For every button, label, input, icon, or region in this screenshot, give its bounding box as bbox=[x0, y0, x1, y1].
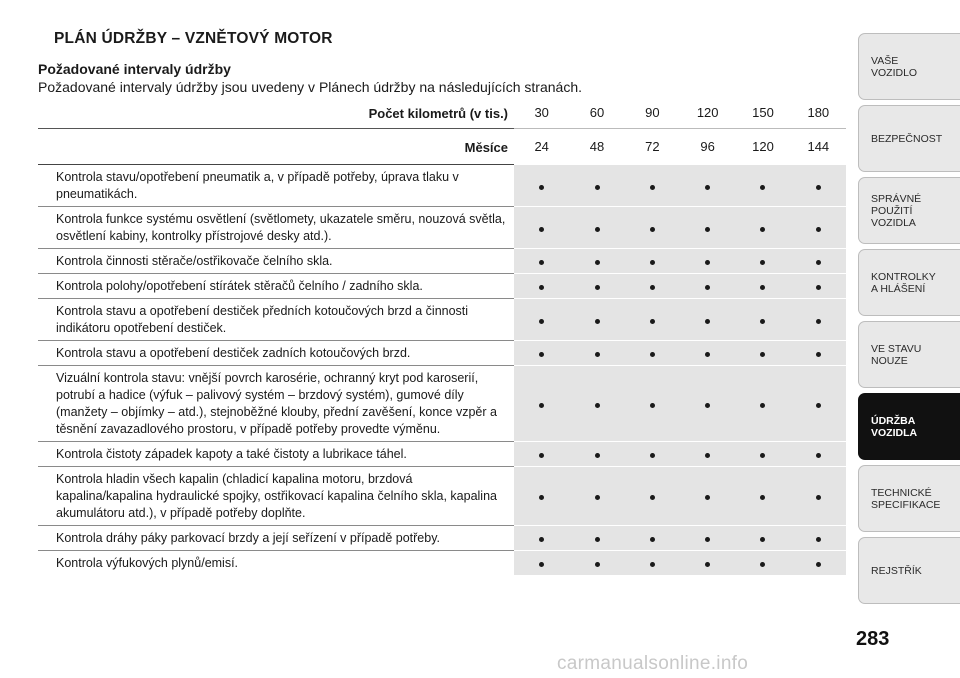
check-dot-icon bbox=[705, 185, 710, 190]
check-dot-icon bbox=[760, 319, 765, 324]
page-content bbox=[38, 30, 846, 575]
chapter-tab[interactable]: REJSTŘÍK bbox=[858, 537, 960, 604]
check-dot-icon bbox=[650, 185, 655, 190]
check-dot-icon bbox=[705, 260, 710, 265]
check-dot-icon bbox=[595, 562, 600, 567]
interval-cell bbox=[569, 207, 624, 249]
months-value: 120 bbox=[735, 129, 790, 165]
interval-cell bbox=[625, 299, 680, 341]
check-dot-icon bbox=[595, 352, 600, 357]
check-dot-icon bbox=[539, 227, 544, 232]
interval-cell bbox=[625, 467, 680, 526]
row-description: Vizuální kontrola stavu: vnější povrch karosérie, ochranný kryt pod karoserií, potrubí a hadice (výfuk – palivový systém – brzdový systém), gumové díly (manžety – objímky – atd.), stejnoběžné klouby, přední zavěšení, konce vzpěr a těsnění zavazadlového prostoru, v případě potřeby provedte výměnu. bbox=[38, 366, 514, 442]
interval-cell bbox=[680, 551, 735, 576]
km-value: 60 bbox=[569, 97, 624, 129]
interval-cell bbox=[569, 526, 624, 551]
check-dot-icon bbox=[595, 227, 600, 232]
check-dot-icon bbox=[539, 453, 544, 458]
check-dot-icon bbox=[650, 403, 655, 408]
check-dot-icon bbox=[539, 260, 544, 265]
km-value: 90 bbox=[625, 97, 680, 129]
interval-cell bbox=[625, 526, 680, 551]
check-dot-icon bbox=[816, 562, 821, 567]
check-dot-icon bbox=[705, 403, 710, 408]
km-value: 120 bbox=[680, 97, 735, 129]
interval-cell bbox=[791, 165, 846, 207]
row-description: Kontrola výfukových plynů/emisí. bbox=[38, 551, 514, 576]
row-description: Kontrola funkce systému osvětlení (světlomety, ukazatele směru, nouzová světla, osvětlení kabiny, kontrolky přístrojové desky atd.). bbox=[38, 207, 514, 249]
check-dot-icon bbox=[650, 495, 655, 500]
page-title: PLÁN ÚDRŽBY – VZNĚTOVÝ MOTOR bbox=[54, 30, 333, 47]
chapter-tab[interactable]: KONTROLKY A HLÁŠENÍ bbox=[858, 249, 960, 316]
interval-cell bbox=[625, 274, 680, 299]
table-row bbox=[38, 526, 846, 551]
check-dot-icon bbox=[595, 319, 600, 324]
check-dot-icon bbox=[705, 285, 710, 290]
check-dot-icon bbox=[760, 185, 765, 190]
check-dot-icon bbox=[816, 285, 821, 290]
row-description: Kontrola činnosti stěrače/ostřikovače čelního skla. bbox=[38, 249, 514, 274]
check-dot-icon bbox=[816, 319, 821, 324]
interval-cell bbox=[625, 249, 680, 274]
check-dot-icon bbox=[816, 227, 821, 232]
interval-cell bbox=[514, 442, 569, 467]
interval-cell bbox=[514, 207, 569, 249]
interval-cell bbox=[514, 341, 569, 366]
check-dot-icon bbox=[595, 285, 600, 290]
check-dot-icon bbox=[816, 185, 821, 190]
table-row bbox=[38, 249, 846, 274]
interval-cell bbox=[735, 274, 790, 299]
interval-cell bbox=[514, 551, 569, 576]
chapter-tab[interactable]: BEZPEČNOST bbox=[858, 105, 960, 172]
row-description: Kontrola stavu a opotřebení destiček předních kotoučových brzd a činnosti indikátoru opotřebení destiček. bbox=[38, 299, 514, 341]
check-dot-icon bbox=[705, 495, 710, 500]
check-dot-icon bbox=[760, 495, 765, 500]
interval-cell bbox=[569, 551, 624, 576]
maintenance-table bbox=[38, 97, 846, 575]
interval-cell bbox=[514, 249, 569, 274]
interval-cell bbox=[735, 526, 790, 551]
chapter-tab[interactable]: ÚDRŽBA VOZIDLA bbox=[858, 393, 960, 460]
interval-cell bbox=[569, 249, 624, 274]
interval-cell bbox=[569, 299, 624, 341]
interval-cell bbox=[791, 299, 846, 341]
check-dot-icon bbox=[705, 227, 710, 232]
interval-cell bbox=[735, 207, 790, 249]
check-dot-icon bbox=[650, 227, 655, 232]
check-dot-icon bbox=[705, 537, 710, 542]
chapter-tabs bbox=[858, 33, 960, 609]
check-dot-icon bbox=[760, 352, 765, 357]
interval-cell bbox=[735, 467, 790, 526]
interval-cell bbox=[791, 341, 846, 366]
check-dot-icon bbox=[816, 537, 821, 542]
interval-cell bbox=[791, 526, 846, 551]
interval-cell bbox=[735, 249, 790, 274]
chapter-tab[interactable]: VE STAVU NOUZE bbox=[858, 321, 960, 388]
interval-cell bbox=[735, 165, 790, 207]
interval-cell bbox=[514, 165, 569, 207]
check-dot-icon bbox=[539, 319, 544, 324]
interval-cell bbox=[680, 442, 735, 467]
check-dot-icon bbox=[816, 495, 821, 500]
interval-cell bbox=[735, 366, 790, 442]
table-row bbox=[38, 274, 846, 299]
row-description: Kontrola stavu/opotřebení pneumatik a, v případě potřeby, úprava tlaku v pneumatikách. bbox=[38, 165, 514, 207]
table-row bbox=[38, 467, 846, 526]
check-dot-icon bbox=[816, 260, 821, 265]
check-dot-icon bbox=[650, 285, 655, 290]
interval-cell bbox=[791, 249, 846, 274]
months-value: 144 bbox=[791, 129, 846, 165]
interval-cell bbox=[569, 165, 624, 207]
km-value: 150 bbox=[735, 97, 790, 129]
interval-cell bbox=[514, 526, 569, 551]
row-description: Kontrola polohy/opotřebení stírátek stěračů čelního / zadního skla. bbox=[38, 274, 514, 299]
check-dot-icon bbox=[595, 260, 600, 265]
check-dot-icon bbox=[760, 285, 765, 290]
interval-cell bbox=[625, 207, 680, 249]
interval-cell bbox=[680, 165, 735, 207]
table-row bbox=[38, 207, 846, 249]
check-dot-icon bbox=[760, 403, 765, 408]
row-description: Kontrola hladin všech kapalin (chladicí kapalina motoru, brzdová kapalina/kapalina hydraulické spojky, ostřikovací kapalina čelního skla, kapalina akumulátoru atd.), v případě potřeby doplňte. bbox=[38, 467, 514, 526]
watermark: carmanualsonline.info bbox=[557, 653, 749, 674]
check-dot-icon bbox=[705, 562, 710, 567]
interval-cell bbox=[514, 366, 569, 442]
table-row bbox=[38, 341, 846, 366]
interval-cell bbox=[514, 467, 569, 526]
check-dot-icon bbox=[539, 562, 544, 567]
interval-cell bbox=[569, 442, 624, 467]
check-dot-icon bbox=[816, 352, 821, 357]
km-value: 30 bbox=[514, 97, 569, 129]
check-dot-icon bbox=[539, 495, 544, 500]
check-dot-icon bbox=[539, 403, 544, 408]
check-dot-icon bbox=[595, 495, 600, 500]
interval-cell bbox=[680, 366, 735, 442]
interval-cell bbox=[680, 341, 735, 366]
table-row bbox=[38, 366, 846, 442]
table-row bbox=[38, 299, 846, 341]
interval-cell bbox=[791, 366, 846, 442]
chapter-tab[interactable]: TECHNICKÉ SPECIFIKACE bbox=[858, 465, 960, 532]
interval-cell bbox=[625, 341, 680, 366]
interval-cell bbox=[625, 551, 680, 576]
check-dot-icon bbox=[650, 352, 655, 357]
check-dot-icon bbox=[760, 562, 765, 567]
months-header-label: Měsíce bbox=[38, 129, 514, 165]
interval-cell bbox=[791, 467, 846, 526]
interval-cell bbox=[680, 299, 735, 341]
km-value: 180 bbox=[791, 97, 846, 129]
months-value: 72 bbox=[625, 129, 680, 165]
chapter-tab[interactable]: SPRÁVNÉ POUŽITÍ VOZIDLA bbox=[858, 177, 960, 244]
check-dot-icon bbox=[816, 403, 821, 408]
interval-cell bbox=[735, 442, 790, 467]
interval-cell bbox=[680, 207, 735, 249]
interval-cell bbox=[680, 249, 735, 274]
intro-text: Požadované intervaly údržby jsou uvedeny v Plánech údržby na následujících stranách. bbox=[38, 79, 582, 95]
months-value: 24 bbox=[514, 129, 569, 165]
check-dot-icon bbox=[650, 562, 655, 567]
check-dot-icon bbox=[760, 453, 765, 458]
months-value: 96 bbox=[680, 129, 735, 165]
interval-cell bbox=[625, 442, 680, 467]
section-subtitle: Požadované intervaly údržby bbox=[38, 61, 231, 77]
check-dot-icon bbox=[760, 537, 765, 542]
table-row bbox=[38, 551, 846, 576]
interval-cell bbox=[569, 341, 624, 366]
row-description: Kontrola čistoty západek kapoty a také čistoty a lubrikace táhel. bbox=[38, 442, 514, 467]
months-header-row bbox=[38, 129, 846, 165]
check-dot-icon bbox=[816, 453, 821, 458]
interval-cell bbox=[625, 165, 680, 207]
check-dot-icon bbox=[705, 453, 710, 458]
check-dot-icon bbox=[595, 403, 600, 408]
check-dot-icon bbox=[595, 453, 600, 458]
row-description: Kontrola dráhy páky parkovací brzdy a její seřízení v případě potřeby. bbox=[38, 526, 514, 551]
check-dot-icon bbox=[539, 537, 544, 542]
interval-cell bbox=[791, 442, 846, 467]
check-dot-icon bbox=[595, 537, 600, 542]
interval-cell bbox=[514, 274, 569, 299]
check-dot-icon bbox=[705, 319, 710, 324]
interval-cell bbox=[791, 551, 846, 576]
interval-cell bbox=[735, 551, 790, 576]
check-dot-icon bbox=[650, 260, 655, 265]
table-row bbox=[38, 165, 846, 207]
interval-cell bbox=[625, 366, 680, 442]
interval-cell bbox=[569, 274, 624, 299]
interval-cell bbox=[569, 366, 624, 442]
months-value: 48 bbox=[569, 129, 624, 165]
interval-cell bbox=[791, 207, 846, 249]
check-dot-icon bbox=[539, 185, 544, 190]
row-description: Kontrola stavu a opotřebení destiček zadních kotoučových brzd. bbox=[38, 341, 514, 366]
page-number: 283 bbox=[856, 628, 890, 650]
interval-cell bbox=[680, 467, 735, 526]
interval-cell bbox=[514, 299, 569, 341]
check-dot-icon bbox=[539, 285, 544, 290]
interval-cell bbox=[569, 467, 624, 526]
interval-cell bbox=[680, 526, 735, 551]
table-row bbox=[38, 442, 846, 467]
check-dot-icon bbox=[760, 227, 765, 232]
check-dot-icon bbox=[595, 185, 600, 190]
km-header-label: Počet kilometrů (v tis.) bbox=[368, 105, 509, 121]
check-dot-icon bbox=[760, 260, 765, 265]
check-dot-icon bbox=[705, 352, 710, 357]
interval-cell bbox=[735, 341, 790, 366]
chapter-tab[interactable]: VAŠE VOZIDLO bbox=[858, 33, 960, 100]
interval-cell bbox=[791, 274, 846, 299]
km-header-row bbox=[38, 97, 846, 129]
check-dot-icon bbox=[650, 319, 655, 324]
check-dot-icon bbox=[539, 352, 544, 357]
interval-cell bbox=[680, 274, 735, 299]
check-dot-icon bbox=[650, 537, 655, 542]
check-dot-icon bbox=[650, 453, 655, 458]
interval-cell bbox=[735, 299, 790, 341]
